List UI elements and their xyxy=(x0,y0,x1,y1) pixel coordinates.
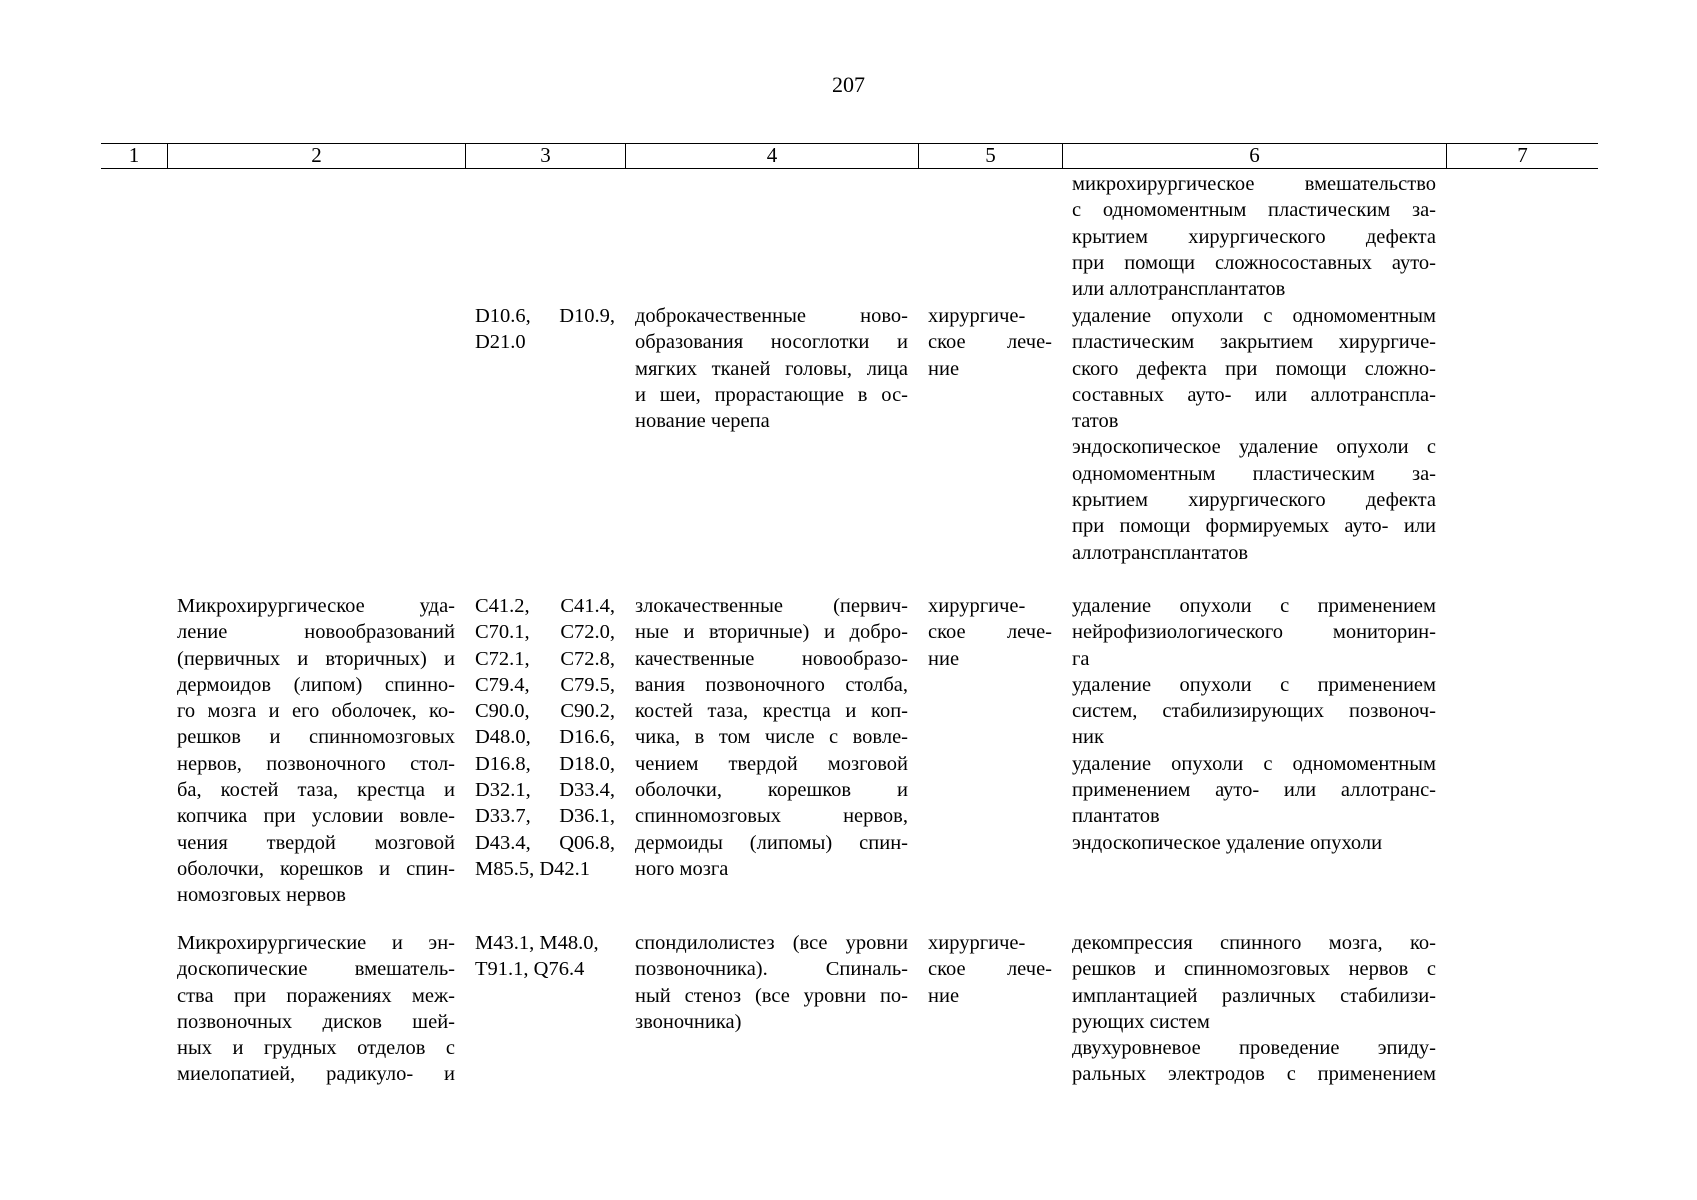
column-header-6: 6 xyxy=(1062,144,1446,168)
text-line: чика, в том числе с вовле- xyxy=(635,726,908,749)
text-line: ного мозга xyxy=(635,857,729,880)
table-header-row xyxy=(101,143,1598,169)
column-header-2: 2 xyxy=(167,144,465,168)
text-line: оболочки, корешков и xyxy=(635,779,908,802)
text-line: D16.8, D18.0, xyxy=(475,752,615,775)
text-line: ных и грудных отделов с xyxy=(177,1037,455,1060)
row-4-col-5-treatment-type xyxy=(928,930,1052,1009)
text-line: удаление опухоли с одномоментным xyxy=(1072,305,1436,327)
text-line: D10.6, D10.9, xyxy=(475,305,615,327)
text-line: M85.5, D42.1 xyxy=(475,857,591,880)
text-line: чением твердой мозговой xyxy=(635,752,908,775)
text-line: эндоскопическое удаление опухоли xyxy=(1072,831,1383,854)
text-line: хирургиче- xyxy=(928,932,1026,954)
text-line: эндоскопическое удаление опухоли с xyxy=(1072,436,1436,459)
text-line: ние xyxy=(928,647,960,670)
text-line: спондилолистез (все уровни xyxy=(635,932,908,954)
text-line: злокачественные (первич- xyxy=(635,595,908,617)
text-line: пластическим закрытием хирургиче- xyxy=(1072,331,1436,354)
row-3-col-6-treatment xyxy=(1072,593,1436,856)
text-line: копчика при условии вовле- xyxy=(177,805,455,828)
text-line: хирургиче- xyxy=(928,305,1026,327)
text-line: удаление опухоли с применением xyxy=(1072,595,1436,617)
text-line: C72.1, C72.8, xyxy=(475,647,615,670)
text-line: ние xyxy=(928,984,960,1007)
text-line: декомпрессия спинного мозга, ко- xyxy=(1072,932,1436,954)
text-line: имплантацией различных стабилизи- xyxy=(1072,984,1436,1007)
text-line: спинномозговых нервов, xyxy=(635,805,908,828)
text-line: T91.1, Q76.4 xyxy=(475,958,585,981)
text-line: оболочки, корешков и спин- xyxy=(177,857,455,880)
text-line: костей таза, крестца и коп- xyxy=(635,700,908,723)
text-line: доскопические вмешатель- xyxy=(177,958,455,981)
text-line: систем, стабилизирующих позвоноч- xyxy=(1072,700,1436,723)
text-line: или аллотрансплантатов xyxy=(1072,278,1286,301)
text-line: C41.2, C41.4, xyxy=(475,595,615,617)
text-line: удаление опухоли с применением xyxy=(1072,673,1436,696)
text-line: качественные новообразо- xyxy=(635,647,908,670)
column-header-4: 4 xyxy=(625,144,918,168)
text-line: D43.4, Q06.8, xyxy=(475,831,615,854)
text-line: D21.0 xyxy=(475,331,526,354)
row-4-col-6-treatment xyxy=(1072,930,1436,1088)
row-3-col-5-treatment-type xyxy=(928,593,1052,672)
page-number: 207 xyxy=(832,72,865,97)
text-line: нование черепа xyxy=(635,410,770,433)
text-line: доброкачественные ново- xyxy=(635,305,908,327)
text-line: га xyxy=(1072,647,1090,670)
text-line: рующих систем xyxy=(1072,1010,1210,1033)
text-line: ные и вторичные) и добро- xyxy=(635,621,908,644)
text-line: ское лече- xyxy=(928,621,1052,644)
row-2-col-3-codes xyxy=(475,303,615,356)
text-line: микрохирургическое вмешательство xyxy=(1072,173,1436,195)
text-line: крытием хирургического дефекта xyxy=(1072,489,1436,512)
text-line: го мозга и его оболочек, ко- xyxy=(177,700,455,723)
column-header-5: 5 xyxy=(918,144,1062,168)
text-line: ское лече- xyxy=(928,958,1052,981)
text-line: двухуровневое проведение эпиду- xyxy=(1072,1037,1436,1060)
text-line: Микрохирургическое уда- xyxy=(177,595,455,617)
row-1-col-6-treatment xyxy=(1072,171,1436,302)
text-line: Микрохирургические и эн- xyxy=(177,932,455,954)
text-line: плантатов xyxy=(1072,805,1160,828)
row-2-col-5-treatment-type xyxy=(928,303,1052,382)
text-line: мягких тканей головы, лица xyxy=(635,357,908,380)
text-line: звоночника) xyxy=(635,1010,742,1033)
row-4-col-3-codes xyxy=(475,930,615,983)
text-line: ральных электродов с применением xyxy=(1072,1063,1436,1086)
text-line: M43.1, M48.0, xyxy=(475,932,599,954)
text-line: при помощи формируемых ауто- или xyxy=(1072,515,1436,538)
text-line: при помощи сложносоставных ауто- xyxy=(1072,251,1436,274)
text-line: нервов, позвоночного стол- xyxy=(177,752,455,775)
text-line: позвоночника). Спиналь- xyxy=(635,958,908,981)
text-line: D48.0, D16.6, xyxy=(475,726,615,749)
column-header-1: 1 xyxy=(128,143,140,167)
text-line: дермоидов (липом) спинно- xyxy=(177,673,455,696)
text-line: и шеи, прорастающие в ос- xyxy=(635,383,908,406)
text-line: одномоментным пластическим за- xyxy=(1072,462,1436,485)
row-4-col-4-diagnosis xyxy=(635,930,908,1035)
text-line: C79.4, C79.5, xyxy=(475,673,615,696)
text-line: с одномоментным пластическим за- xyxy=(1072,199,1436,222)
column-header-7: 7 xyxy=(1446,144,1598,168)
text-line: ние xyxy=(928,357,960,380)
text-line: ское лече- xyxy=(928,331,1052,354)
row-3-col-3-codes xyxy=(475,593,615,882)
text-line: ства при поражениях меж- xyxy=(177,984,455,1007)
row-3-col-2-procedure xyxy=(177,593,455,909)
text-line: дермоиды (липомы) спин- xyxy=(635,831,908,854)
text-line: C90.0, C90.2, xyxy=(475,700,615,723)
text-line: ба, костей таза, крестца и xyxy=(177,779,455,802)
text-line: составных ауто- или аллотранспла- xyxy=(1072,383,1436,406)
text-line: аллотрансплантатов xyxy=(1072,541,1249,564)
text-line: ник xyxy=(1072,726,1104,749)
text-line: решков и спинномозговых нервов с xyxy=(1072,958,1436,981)
text-line: вания позвоночного столба, xyxy=(635,673,908,696)
text-line: ный стеноз (все уровни по- xyxy=(635,984,908,1007)
text-line: D33.7, D36.1, xyxy=(475,805,615,828)
text-line: D32.1, D33.4, xyxy=(475,779,615,802)
row-2-col-4-diagnosis xyxy=(635,303,908,434)
text-line: позвоночных дисков шей- xyxy=(177,1010,455,1033)
text-line: (первичных и вторичных) и xyxy=(177,647,455,670)
text-line: ского дефекта при помощи сложно- xyxy=(1072,357,1436,380)
text-line: удаление опухоли с одномоментным xyxy=(1072,752,1436,775)
text-line: C70.1, C72.0, xyxy=(475,621,615,644)
row-3-col-4-diagnosis xyxy=(635,593,908,882)
row-2-col-6-treatment xyxy=(1072,303,1436,566)
text-line: хирургиче- xyxy=(928,595,1026,617)
text-line: образования носоглотки и xyxy=(635,331,908,354)
row-4-col-2-procedure xyxy=(177,930,455,1088)
text-line: ление новообразований xyxy=(177,621,455,644)
text-line: крытием хирургического дефекта xyxy=(1072,225,1436,248)
text-line: чения твердой мозговой xyxy=(177,831,455,854)
text-line: номозговых нервов xyxy=(177,884,346,907)
text-line: миелопатией, радикуло- и xyxy=(177,1063,455,1086)
column-header-3: 3 xyxy=(465,144,625,168)
text-line: нейрофизиологического мониторин- xyxy=(1072,621,1436,644)
text-line: решков и спинномозговых xyxy=(177,726,455,749)
text-line: применением ауто- или аллотранс- xyxy=(1072,779,1436,802)
text-line: татов xyxy=(1072,410,1119,433)
